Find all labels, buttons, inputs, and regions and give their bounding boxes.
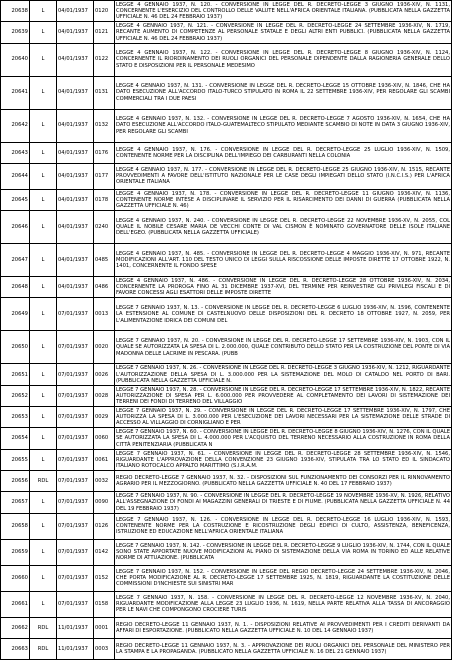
table-row — [1, 470, 452, 491]
act-number: 0240 — [94, 211, 115, 244]
act-number: 0131 — [94, 76, 115, 109]
act-number: 0126 — [94, 513, 115, 539]
record-number: 20661 — [1, 591, 30, 617]
act-description: LEGGE 4 GENNAIO 1937, N. 485. - CONVERSIONE IN LEGGE DEL R. DECRETO-LEGGE 4 MAGGIO 1936-XIV, N. 971, RECANTE MODIFICAZIONI ALL'ART. 110 DEL TESTO UNICO DI LEGGI SULLA RISCOSSIONE DELLE IMPOSTE DIRETTE 17 OTTOBRE 1922, N. 1401, CONCERNENTE IL FONDO SPESE — [115, 244, 452, 277]
act-date: 07/01/1937 — [57, 513, 94, 539]
record-number: 20642 — [1, 109, 30, 142]
act-type: L — [30, 513, 57, 539]
act-type: L — [30, 22, 57, 43]
act-description: LEGGE 7 GENNAIO 1937, N. 28. - CONVERSIONE IN LEGGE DEL R. DECRETO-LEGGE 17 SETTEMBRE 1936-XIV, N. 1822, RECANTE AUTORIZZAZIONE DI SPESA PER L. 6.000.000 PER PROVVEDERE AL COMPLETAMENTO DEI LAVORI DI SISTEMAZIONE DEI TERRENI DEI FONDI DI TERRENO DEL VILLAGGIO — [116, 386, 450, 406]
table-row — [1, 163, 452, 189]
act-description: LEGGE 7 GENNAIO 1937, N. 26. - CONVERSIONE IN LEGGE DEL R. DECRETO-LEGGE 3 GIUGNO 1936-XIV, N. 1212, RIGUARDANTE L'AUTORIZZAZIONE DELLA SPESA DI L. 3.000.000 PER LA SISTEMAZIONE DEL MOLO DI CATALDO NEL PORTO DI BARI. (PUBBLICATA NELLA GAZZETTA UFFICIALE N. — [116, 365, 450, 384]
act-type: L — [30, 565, 57, 591]
act-date: 11/01/1937 — [57, 638, 94, 659]
record-number: 20656 — [1, 470, 30, 491]
act-number: 0142 — [94, 539, 115, 565]
record-number: 20660 — [1, 565, 30, 591]
act-number: 0003 — [94, 638, 115, 659]
act-date: 04/01/1937 — [57, 1, 94, 22]
table-row — [1, 364, 452, 385]
act-date: 07/01/1937 — [57, 565, 94, 591]
table-row — [1, 244, 452, 277]
act-description: LEGGE 4 GENNAIO 1937, N. 132. - CONVERSIONE IN LEGGE DEL R. DECRETO-LEGGE 7 AGOSTO 1936-XIV, N. 1654, CHE HA DATO ESECUZIONE ALL'ACCORDO ITALO-GUATEMALTECO STIPULATO MEDIANTE SCAMBIO DI NOTE IN DATA 3 GIUGNO 1936-XIV, PER REGOLARE GLI SCAMBI — [115, 109, 452, 142]
record-number: 20644 — [1, 163, 30, 189]
act-number: 0178 — [94, 189, 115, 210]
act-description: LEGGE 7 GENNAIO 1937, N. 20. - CONVERSIONE IN LEGGE DEL R. DECRETO-LEGGE 17 SETTEMBRE 1936-XIV, N. 1903, CON IL QUALE SE AUTORIZZATA LA SPESA DI L. 2.000.000, QUALE CONTRIBUTO DELLO STATO PER LA COSTRUZIONE DEL PONTE DI VIA MADONNA DELLE LACRIME IN PESCARA. (PUBB — [115, 331, 452, 364]
act-description: LEGGE 7 GENNAIO 1937, N. 90. - CONVERSIONE IN LEGGE DEL R. DECRETO-LEGGE 19 NOVEMBRE 1936-XV, N. 1926, RELATIVO ALL'ASSEGNAZIONE DI FONDI AI MAGAZZINI GENERALI DI TRIESTE E DI FIUME. (PUBBLICATA NELLA GAZZETTA UFFICIALE N. 44 DEL 19 FEBBRAIO 1937) — [116, 493, 450, 512]
record-number: 20641 — [1, 76, 30, 109]
act-date: 07/01/1937 — [57, 539, 94, 565]
act-type: L — [30, 189, 57, 210]
act-description: LEGGE 7 GENNAIO 1937, N. 158. - CONVERSIONE IN LEGGE DEL R. DECRETO-LEGGE 12 NOVEMBRE 1936-XV, N. 2040, RIGUARDANTE MODIFICAZIONE ALLA LEGGE 23 LUGLIO 1936, N. 1619, NELLA PARTE RELATIVA ALLA TASSA DI ANCORAGGIO PER LE NAVI CHE COMPONGONO CROCIERE TURIS — [115, 591, 452, 617]
act-number: 0122 — [94, 43, 115, 76]
register-rows — [1, 1, 452, 660]
table-row — [1, 492, 452, 513]
act-description: LEGGE 7 GENNAIO 1937, N. 61. - CONVERSIONE IN LEGGE DEL R. DECRETO-LEGGE 28 SETTEMBRE 1936-XIV, N. 1546, RIGUARDANTE L'APPROVAZIONE DELLA CONVENZIONE 23 GIUGNO 1936-XIV, STIPULATA TRA LO STATO ED IL SINDACATO ITALIANO ROTOCALCO APPALTO MARITTIMO (S.I.R.A.M. — [116, 450, 450, 469]
act-number: 0060 — [94, 428, 115, 449]
act-number: 0132 — [94, 109, 115, 142]
act-description: LEGGE 4 GENNAIO 1937, N. 178. - CONVERSIONE IN LEGGE DEL R. DECRETO-LEGGE 11 GIUGNO 1936-XIV, N. 1136, CONTENENTE NORME INTESE A DISCIPLINARE IL SERVIZIO PER IL RISARCIMENTO DEI DANNI DI GUERRA (PUBBLICATA NELLA GAZZETTA UFFICIALE N. 46) — [116, 190, 450, 210]
act-type: L — [30, 244, 57, 277]
act-number: 0032 — [94, 470, 115, 491]
act-date: 07/01/1937 — [57, 407, 94, 428]
act-type: RDL — [30, 617, 57, 638]
act-description: LEGGE 7 GENNAIO 1937, N. 29. - CONVERSIONE IN LEGGE DEL R. DECRETO-LEGGE 17 SETTEMBRE 1936-XIV, N. 1797, CHE AUTORIZZA LA SPESA DI L. 3.000.000 PER L'ESECUZIONE DEI LAVORI NECESSARI PER LA SISTEMAZIONE DELLE STRADE DI ACCESSO AL VILLAGGIO DI CORNIGLIANO E PER — [116, 407, 450, 427]
act-date: 07/01/1937 — [57, 492, 94, 513]
act-date: 04/01/1937 — [57, 163, 94, 189]
act-type: L — [30, 277, 57, 298]
record-number: 20651 — [1, 364, 30, 385]
table-row — [1, 565, 452, 591]
table-row — [1, 385, 452, 406]
act-description: LEGGE 7 GENNAIO 1937, N. 152. - CONVERSIONE IN LEGGE DEL REGIO DECRETO-LEGGE 24 SETTEMBRE 1936-XIV, N. 2046, CHE PORTA MODIFICAZIONE AL R. DECRETO-LEGGE 17 SETTEMBRE 1925, N. 1819, RIGUARDANTE LA COSTITUZIONE DELLE COMMISSIONI D'INCHIESTE SUI SINISTRI MAR — [115, 565, 452, 591]
act-date: 04/01/1937 — [57, 189, 94, 210]
act-description: REGIO DECRETO-LEGGE 11 GENNAIO 1937, N. 1. - DISPOSIZIONI RELATIVE AI PROVVEDIMENTI PER I CREDITI DERIVANTI DA AFFARI DI ESPORTAZIONE. (PUBBLICATO NELLA GAZZETTA UFFICIALE N. 10 DEL 14 GENNAIO 1937) — [115, 617, 452, 638]
act-description: LEGGE 4 GENNAIO 1937, N. 240. - CONVERSIONE IN LEGGE DEL R. DECRETO-LEGGE 22 NOVEMBRE 1936-XV, N. 2055, COL QUALE IL NOBILE CESARE MARIA DE VECCHI CONTE DI VAL CISMON È NOMINATO GOVERNATORE DELLE ISOLE ITALIANE DELL'EGEO. (PUBBLICATA NELLA GAZZETTA UFFICIALE) — [115, 211, 452, 244]
act-number: 0061 — [94, 449, 115, 470]
act-date: 07/01/1937 — [57, 428, 94, 449]
act-number: 0176 — [94, 142, 115, 163]
act-date: 04/01/1937 — [57, 211, 94, 244]
act-number: 0177 — [94, 163, 115, 189]
act-type: L — [30, 591, 57, 617]
record-number: 20655 — [1, 449, 30, 470]
table-row — [1, 539, 452, 565]
act-type: L — [30, 428, 57, 449]
act-date: 07/01/1937 — [57, 591, 94, 617]
act-number: 0026 — [94, 364, 115, 385]
act-description: LEGGE 4 GENNAIO 1937, N. 177. - CONVERSIONE IN LEGGE DEL R. DECRETO-LEGGE 25 GIUGNO 1936-XIV, N. 1515, RECANTE PROVVEDIMENTI A FAVORE DELL'ISTITUTO NAZIONALE PER LE CASE DEGLI IMPIEGATI DELLO STATO (I.N.C.I.S.) PER L'AFRICA ORIENTALE ITALIANA — [115, 163, 452, 189]
act-number: 0001 — [94, 617, 115, 638]
record-number: 20662 — [1, 617, 30, 638]
act-description: LEGGE 7 GENNAIO 1937, N. 142. - CONVERSIONE IN LEGGE DEL R. DECRETO-LEGGE 9 LUGLIO 1936-XIV, N. 1744, CON IL QUALE SONO STATE APPORTATE NUOVE MODIFICAZIONI AL PIANO DI SISTEMAZIONE DELLA VIA ROMA IN TORINO ED ALLE RELATIVE NORME DI ATTUAZIONE. (PUBBLICATA — [115, 539, 452, 565]
table-row — [1, 211, 452, 244]
table-row — [1, 298, 452, 331]
record-number: 20645 — [1, 189, 30, 210]
record-number: 20658 — [1, 513, 30, 539]
table-row — [1, 407, 452, 428]
act-type: L — [30, 331, 57, 364]
act-date: 07/01/1937 — [57, 470, 94, 491]
table-row — [1, 428, 452, 449]
table-row — [1, 331, 452, 364]
act-date: 11/01/1937 — [57, 617, 94, 638]
record-number: 20657 — [1, 492, 30, 513]
record-number: 20659 — [1, 539, 30, 565]
act-type: L — [30, 142, 57, 163]
act-number: 0013 — [94, 298, 115, 331]
act-number: 0028 — [94, 385, 115, 406]
act-date: 04/01/1937 — [57, 43, 94, 76]
record-number: 20650 — [1, 331, 30, 364]
record-number: 20638 — [1, 1, 30, 22]
act-type: L — [30, 407, 57, 428]
act-number: 0121 — [94, 22, 115, 43]
act-date: 07/01/1937 — [57, 385, 94, 406]
act-date: 04/01/1937 — [57, 244, 94, 277]
act-number: 0020 — [94, 331, 115, 364]
record-number: 20649 — [1, 298, 30, 331]
act-description: LEGGE 4 GENNAIO 1937, N. 131. - CONVERSIONE IN LEGGE DEL R. DECRETO-LEGGE 15 OTTOBRE 1936-XIV, N. 1846, CHE HA DATO ESECUZIONE ALL'ACCORDO ITALO-TURCO STIPULATO IN ROMA IL 22 SETTEMBRE 1936-XIV, PER REGOLARE GLI SCAMBI COMMERCIALI TRA I DUE PAESI — [115, 76, 452, 109]
record-number: 20640 — [1, 43, 30, 76]
table-row — [1, 449, 452, 470]
act-number: 0029 — [94, 407, 115, 428]
act-number: 0090 — [94, 492, 115, 513]
act-description: LEGGE 7 GENNAIO 1937, N. 13. - CONVERSIONE IN LEGGE DEL R. DECRETO-LEGGE 6 LUGLIO 1936-XIV, N. 1596, CONTENENTE LA ESTENSIONE AL COMUNE DI CASTELNUOVO DELLE DISPOSIZIONI DEL R. DECRETO 18 OTTOBRE 1927, N. 2059, PER L'ALIMENTAZIONE IDRICA DEI COMUNI DEL — [115, 298, 452, 331]
record-number: 20647 — [1, 244, 30, 277]
act-type: L — [30, 1, 57, 22]
record-number: 20654 — [1, 428, 30, 449]
table-row — [1, 142, 452, 163]
table-row — [1, 22, 452, 43]
act-type: L — [30, 76, 57, 109]
act-description: LEGGE 4 GENNAIO 1937, N. 121. - CONVERSIONE IN LEGGE DEL R. DECRETO-LEGGE 24 SETTEMBRE 1936-XIV, N. 1719, RECANTE AUMENTO DI COMPETENZE AL PERSONALE STATALE E DEGLI ALTRI ENTI PUBBLICI. (PUBBLICATA NELLA GAZZETTA UFFICIALE N. 46 DEL 24 FEBBRAIO 1937) — [116, 23, 450, 42]
record-number: 20652 — [1, 385, 30, 406]
act-type: L — [30, 385, 57, 406]
act-description: LEGGE 4 GENNAIO 1937, N. 120. - CONVERSIONE IN LEGGE DEL R. DECRETO-LEGGE 3 GIUGNO 1936-XIV, N. 1131, CONCERNENTE L'ESERCIZIO DEL CONTROLLO DELLE VALUTE NELL'AFRICA ORIENTALE ITALIANA. (PUBBLICATA NELLA GAZZETTA UFFICIALE N. 46 DEL 24 FEBBRAIO 1937) — [116, 1, 450, 21]
act-description: LEGGE 4 GENNAIO 1937, N. 122. - CONVERSIONE IN LEGGE DEL R. DECRETO-LEGGE 8 GIUGNO 1936-XIV, N. 1124, CONCERNENTE IL RIORDINAMENTO DEI RUOLI ORGANICI DEL PERSONALE DIPENDENTE DALLA RAGIONERIA GENERALE DELLO STATO E DISPOSIZIONI PER IL PERSONALE MEDESIMO — [115, 43, 452, 76]
table-row — [1, 43, 452, 76]
act-number: 0485 — [94, 244, 115, 277]
act-date: 07/01/1937 — [57, 331, 94, 364]
act-type: L — [30, 539, 57, 565]
act-date: 07/01/1937 — [57, 298, 94, 331]
act-description: REGIO DECRETO-LEGGE 11 GENNAIO 1937, N. 3. - APPROVAZIONE DEI RUOLI ORGANICI DEL PERSONALE DEL MINISTERO PER LA STAMPA E LA PROPAGANDA. (PUBBLICATO NELLA GAZZETTA UFFICIALE N. 16 DEL 21 GENNAIO 1937) — [115, 638, 452, 659]
act-type: L — [30, 298, 57, 331]
act-type: L — [30, 364, 57, 385]
act-type: L — [30, 163, 57, 189]
act-type: L — [30, 211, 57, 244]
table-row — [1, 277, 452, 298]
table-row — [1, 591, 452, 617]
table-row — [1, 189, 452, 210]
act-date: 04/01/1937 — [57, 142, 94, 163]
act-description: LEGGE 7 GENNAIO 1937, N. 126. - CONVERSIONE IN LEGGE DEL R. DECRETO-LEGGE 16 LUGLIO 1936-XIV, N. 1593, CONTENENTE NORME PER LA COSTRUZIONE E RICOSTRUZIONE DEGLI EDIFICI DI CULTO, ASSISTENZA, BENEFICENZA, ISTRUZIONE ED EDUCAZIONE NELL'AFRICA ORIENTALE ITALIANA — [115, 513, 452, 539]
act-type: L — [30, 109, 57, 142]
act-number: 0158 — [94, 591, 115, 617]
act-type: RDL — [30, 470, 57, 491]
record-number: 20653 — [1, 407, 30, 428]
record-number: 20663 — [1, 638, 30, 659]
table-row — [1, 513, 452, 539]
act-description: LEGGE 4 GENNAIO 1937, N. 176. - CONVERSIONE IN LEGGE DEL R. DECRETO-LEGGE 25 LUGLIO 1936-XIV, N. 1509, CONTENENTE NORME PER LA DISCIPLINA DELL'IMPIEGO DEI CARBURANTI NELLA COLONIA — [115, 142, 452, 163]
table-row — [1, 1, 452, 22]
table-row — [1, 109, 452, 142]
act-description: REGIO DECRETO-LEGGE 7 GENNAIO 1937, N. 32. - DISPOSIZIONI SUL FUNZIONAMENTO DEI CONSORZI PER IL RINNOVAMENTO AGRARIO PER IL MEZZOGIORNO. (PUBBLICATO NELLA GAZZETTA UFFICIALE N. 40 DEL 17 FEBBRAIO 1937) — [115, 470, 452, 491]
table-row — [1, 617, 452, 638]
record-number: 20643 — [1, 142, 30, 163]
act-description: LEGGE 7 GENNAIO 1937, N. 60. - CONVERSIONE IN LEGGE DEL R. DECRETO-LEGGE 8 GIUGNO 1936-XIV, N. 1276, CON IL QUALE SE AUTORIZZATA LA SPESA DI L. 4.000.000 PER L'ACQUISTO DEL TERRENO NECESSARIO ALLA COSTRUZIONE IN ROMA DELLA CITTÀ PENITENZIARIA (PUBBLICATA N — [116, 429, 450, 448]
table-row — [1, 638, 452, 659]
record-number: 20646 — [1, 211, 30, 244]
record-number: 20648 — [1, 277, 30, 298]
act-date: 07/01/1937 — [57, 364, 94, 385]
act-type: RDL — [30, 638, 57, 659]
act-date: 04/01/1937 — [57, 22, 94, 43]
act-number: 0486 — [94, 277, 115, 298]
act-type: L — [30, 449, 57, 470]
act-description: LEGGE 4 GENNAIO 1937, N. 486. - CONVERSIONE IN LEGGE DEL R. DECRETO-LEGGE 28 OTTOBRE 1936-XIV, N. 2034, CONCERNENTE LA PROROGA FINO AL 31 DICEMBRE 1937-XVI, DEL TERMINE PER REINVESTIRE GLI PRIVILEGI FISCALI E DI FAVORE CONCESSI AGLI ESATTORI DELLE IMPOSTE DIRETTE — [116, 278, 450, 297]
act-number: 0120 — [94, 1, 115, 22]
act-type: L — [30, 492, 57, 513]
act-date: 04/01/1937 — [57, 277, 94, 298]
act-date: 04/01/1937 — [57, 76, 94, 109]
act-date: 04/01/1937 — [57, 109, 94, 142]
act-type: L — [30, 43, 57, 76]
record-number: 20639 — [1, 22, 30, 43]
table-row — [1, 76, 452, 109]
act-date: 07/01/1937 — [57, 449, 94, 470]
act-number: 0152 — [94, 565, 115, 591]
